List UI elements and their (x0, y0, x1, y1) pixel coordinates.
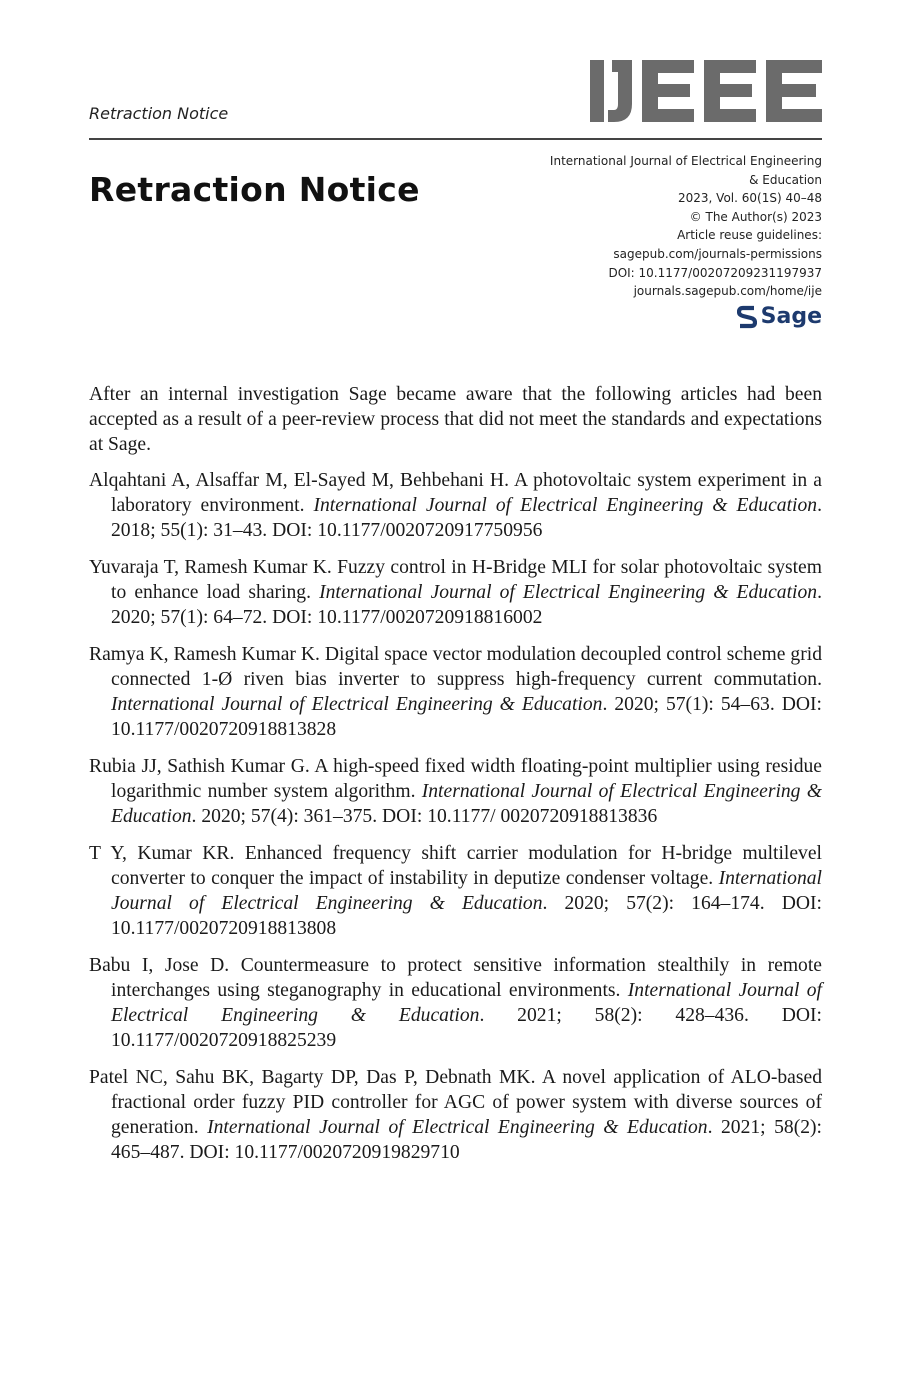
running-head: Retraction Notice (89, 104, 229, 123)
sage-logo (737, 304, 822, 329)
reference-details: . 2020; 57(1): 64–72. DOI: 10.1177/0020720918816002 (111, 582, 822, 628)
reference-details: . 2020; 57(1): 54–63. DOI: 10.1177/0020720918813828 (111, 694, 822, 740)
reference-details: . 2020; 57(4): 361–375. DOI: 10.1177/ 0020720918813836 (191, 806, 658, 827)
reference-item (89, 642, 822, 742)
reference-journal: International Journal of Electrical Engineering & Education (111, 781, 822, 827)
reference-journal: International Journal of Electrical Engineering & Education (207, 1117, 708, 1138)
reference-item (89, 754, 822, 829)
intro-paragraph: After an internal investigation Sage became aware that the following articles had been accepted as a result of a peer-review process that did not meet the standards and expectations at Sage. (89, 384, 822, 455)
reference-item (89, 841, 822, 941)
reference-journal: International Journal of Electrical Engineering & Education (313, 495, 818, 516)
meta-journal-name-cont: & Education (749, 172, 822, 187)
meta-journal-link[interactable]: journals.sagepub.com/home/ije (633, 284, 822, 299)
meta-reuse-label: Article reuse guidelines: (677, 228, 822, 243)
meta-volume: 2023, Vol. 60(1S) 40–48 (678, 191, 822, 206)
reference-authors-title: Rubia JJ, Sathish Kumar G. A high-speed fixed width floating-point multiplier using residue logarithmic number system algorithm. (89, 756, 822, 802)
reference-item (89, 953, 822, 1053)
header-rule (89, 138, 822, 140)
reference-item (89, 1065, 822, 1165)
page-title: Retraction Notice (89, 170, 420, 209)
reference-journal: International Journal of Electrical Engineering & Education (319, 582, 818, 603)
sage-s-icon (737, 305, 757, 329)
meta-copyright: © The Author(s) 2023 (689, 209, 822, 224)
ijeee-logo (590, 60, 822, 122)
sage-logo-text: Sage (760, 304, 822, 329)
reference-journal: International Journal of Electrical Engineering & Education (111, 868, 822, 914)
meta-doi[interactable]: DOI: 10.1177/00207209231197937 (608, 265, 822, 280)
journal-metadata (550, 152, 822, 301)
meta-journal-name: International Journal of Electrical Engineering (549, 154, 822, 168)
reference-journal: International Journal of Electrical Engineering & Education (111, 980, 822, 1026)
reference-journal: International Journal of Electrical Engineering & Education (111, 694, 603, 715)
reference-authors-title: T Y, Kumar KR. Enhanced frequency shift carrier modulation for H-bridge multilevel converter to conquer the impact of instability in deputize condenser voltage. (89, 843, 822, 889)
reference-details: . 2021; 58(2): 465–487. DOI: 10.1177/0020720919829710 (111, 1117, 822, 1163)
reference-item (89, 468, 822, 543)
reference-authors-title: Yuvaraja T, Ramesh Kumar K. Fuzzy control in H-Bridge MLI for solar photovoltaic system to enhance load sharing. (89, 557, 822, 603)
reference-authors-title: Babu I, Jose D. Countermeasure to protect sensitive information stealthily in remote interchanges using steganography in educational environments. (89, 955, 822, 1001)
meta-permissions-link[interactable]: sagepub.com/journals-permissions (613, 246, 822, 261)
reference-details: . 2021; 58(2): 428–436. DOI: 10.1177/0020720918825239 (111, 1005, 822, 1051)
reference-authors-title: Ramya K, Ramesh Kumar K. Digital space vector modulation decoupled control scheme grid connected 1-Ø riven bias inverter to suppress high-frequency current commutation. (89, 644, 822, 690)
notice-body (89, 382, 822, 1177)
reference-item (89, 555, 822, 630)
reference-authors-title: Patel NC, Sahu BK, Bagarty DP, Das P, Debnath MK. A novel application of ALO-based fractional order fuzzy PID controller for AGC of power system with diverse sources of generation. (89, 1067, 822, 1138)
reference-details: . 2018; 55(1): 31–43. DOI: 10.1177/0020720917750956 (111, 495, 822, 541)
reference-authors-title: Alqahtani A, Alsaffar M, El-Sayed M, Behbehani H. A photovoltaic system experiment in a laboratory environment. (89, 470, 822, 516)
reference-details: . 2020; 57(2): 164–174. DOI: 10.1177/0020720918813808 (111, 893, 822, 939)
